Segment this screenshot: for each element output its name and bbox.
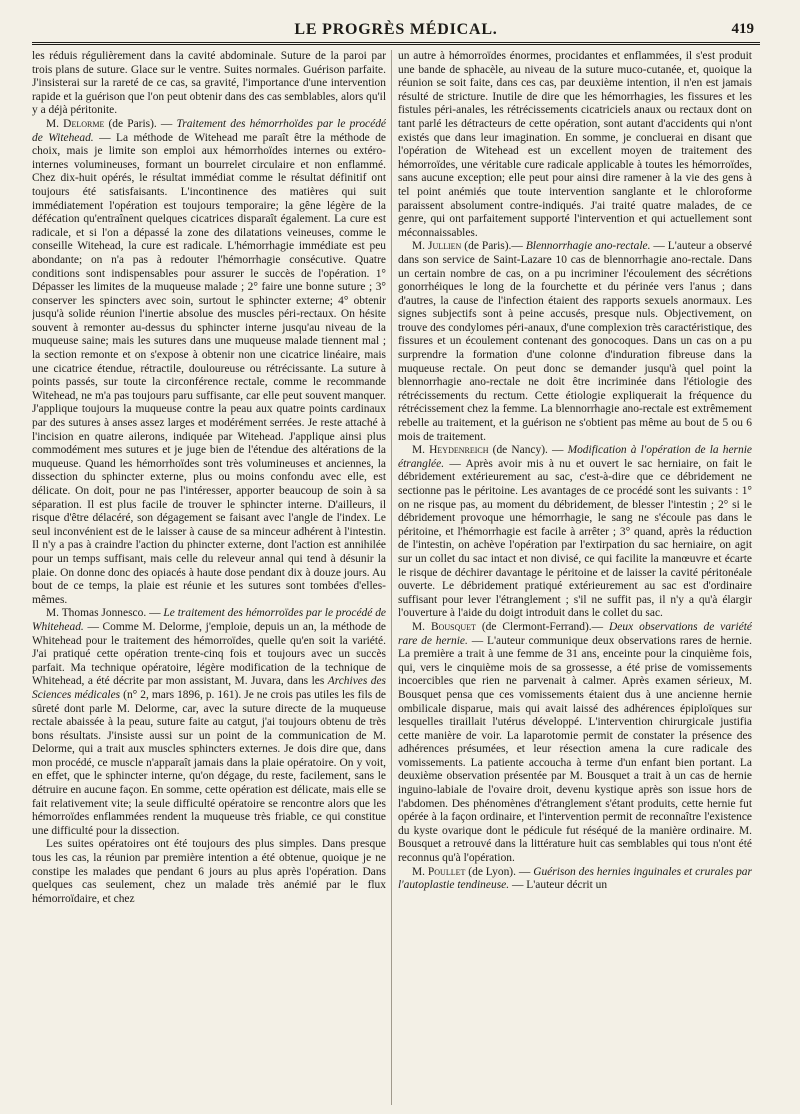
journal-reference: Archives des Sciences médicales <box>32 675 386 701</box>
paragraph-body: — La méthode de Witehead me paraît être la méthode de choix, mais je limite son emploi aux hémorrhoïdes internes ou extéro-internes volumineuses, formant un bourrelet circulaire et non enflammé. Chez dix-huit opérés, le résultat immédiat comme le résultat définitif ont toujours été satisfaisants. L'incontinence des matières qui suit immédiatement l'opération est toujours temporaire; la gêne légère de la défécation qu'entraînent quelques cicatrices disparaît également. La cure est radicale, et si l'on a dépassé la zone des dilatations veineuses, comme le conseille Witehead, la cure est radicale. L'hémorrhagie immédiate est peu abondante; on n'a pas à redouter l'hémorrhagie consécutive. Quatre conditions sont indispensables pour assurer le succès de l'opération. 1° Dépasser les limites de la muqueuse malade ; 2° faire une bonne suture ; 3° conserver les spincters avec soin, surtout le sphincter externe; 4° obtenir jusqu'à solide réunion l'inertie absolue des muscles péri-rectaux. On hésite souvent à remonter au-dessus du sphincter interne jusqu'au niveau de la muqueuse saine; mais les sutures dans une muqueuse malade tiennent mal ; la section remonte et on s'expose à obtenir non une cicatrice linéaire, mais une cicatrice étendue, rétractile, douloureuse ou rétrécissante. La suture à points passés, sur toute la circonférence rectale, comme le recommande Witehead, ne m'a pas toujours paru suffisante, car elle peut souvent manquer. J'applique toujours la muqueuse contre la peau aux quatre points cardinaux par des sutures à anses assez larges et modérément serrées. Je reste attaché à l'incision en quatre ailerons, indiquée par Witehead. J'applique ainsi plus commodément mes sutures et je juge bien de l'étendue des altérations de la muqueuse. Quand les hémorrhoïdes sont très volumineuses et anciennes, la dissection du sphincter externe, plus ou moins confondu avec elle, est délicate. On doit, pour ne pas l'intéresser, apporter beaucoup de soin à sa séparation. Il est plus facile de trouver le sphincter interne. D'ailleurs, il risque d'être délacéré, son dégagement se faisant avec l'angle de l'index. Le seul inconvénient est de le laisser à cause de sa minceur adhérent à l'intestin. Il n'y a pas à craindre l'action du phincter externe, dont l'action est annihilée pour un temps suffisant, mais celle du releveur annal qui tend à désunir la plaie. On donne donc des opiacés à haute dose pendant dix à douze jours. Au bout de ce temps, la plaie est réunie et les sutures sont tombées d'elles-mêmes. <box>32 131 386 606</box>
right-column <box>398 50 752 1108</box>
paragraph-jonnesco <box>32 607 386 838</box>
author-bousquet: M. Bousquet <box>412 620 476 633</box>
page-number: 419 <box>731 21 754 37</box>
article-title: Le traitement des hémorroïdes par le procédé de Whitehead. <box>32 607 386 633</box>
left-column <box>32 50 386 1108</box>
author-heydenreich: M. Heydenreich <box>412 444 489 457</box>
author-place: (de Clermont-Ferrand).— <box>475 620 610 633</box>
column-divider <box>391 50 392 1105</box>
paragraph-jonnesco-continued: un autre à hémorroïdes énormes, procidantes et enflammées, il s'est produit une bande de sphacèle, au niveau de la suture muco-cutanée, et, quoique la réunion se soit faite, dans ces cas, par deuxième intention, il n'en est jamais résulté de stricture. Inutile de dire que les hémorrhagies, les fissures et les fistules péri-anales, les rétrécissements cicatriciels anaux ou rectaux dont on tant parlé les détracteurs de cette opération, sont autant d'accidents qui n'ont existés que dans leur imagination. En somme, je concluerai en disant que l'opération de Witehead est un excellent moyen de traitement des hémorroïdes, une véritable cure radicale applicable à toutes les hémorroïdes, sans aucune exception; elle peut pour ainsi dire ramener à la vie des gens à tel point anémiés que toute intervention sanglante et le chloroforme paraissent absolument contre-indiqués. J'ai traité quatre malades, de ce genre, qui ont parfaitement supporté l'intervention et qui actuellement sont méconnaissables. <box>398 50 752 239</box>
paragraph-delorme <box>32 118 386 607</box>
journal-title: LE PROGRÈS MÉDICAL. <box>294 21 498 38</box>
header-rule <box>32 42 760 45</box>
author-place: (de Nancy). — <box>488 444 568 457</box>
paragraph-heydenreich <box>398 444 752 621</box>
author-place: (de Lyon). — <box>465 865 534 878</box>
article-title: Modification à l'opération de la hernie étranglée. <box>398 444 752 470</box>
paragraph-body: — Comme M. Delorme, j'emploie, depuis un an, la méthode de Whitehead pour le traitement des hémorroïdes, quelle qu'en soit la variété. J'ai pratiqué cette opération trente-cinq fois et toujours avec un succès parfait. Ma technique opératoire, légère modification de la technique de Whitehead, a été décrite par mon assistant, M. Juvara, dans les <box>32 620 386 688</box>
paragraph-poullet <box>398 866 752 893</box>
paragraph-body-continued: (n° 2, mars 1896, p. 161). Je ne crois pas utiles les fils de sûreté dont parle M. Delorme, car, avec la suture directe de la muqueuse rectale abaissée à la peau, suture faite au catgut, j'ai toujours obtenu de très bons résultats. J'insiste aussi sur un point de la communication de M. Delorme, qui a trait aux muscles sphincters externes. Je dois dire que, dans mon procédé, ce muscle n'apparaît jamais dans la plaie opératoire. On y voit, en effet, que le sphincter interne, qu'on dégage, du reste, facilement, sans le détruire en aucune façon. En somme, cette opération est délicate, mais elle se fait relativement vite; la seule difficulté opératoire se rencontre alors que les hémorroïdes enflammées rendent la muqueuse très friable, ce qui constitue une difficulté pour la dissection. <box>32 688 386 837</box>
article-title: Guérison des hernies inguinales et crurales par l'autoplastie tendineuse. <box>398 865 752 892</box>
author-place: (de Paris). — <box>104 117 177 130</box>
separator: — <box>146 607 164 620</box>
author-poullet: M. Poullet <box>412 865 466 878</box>
paragraph-body: — L'auteur communique deux observations rares de hernie. La première a trait à une femme de 31 ans, enceinte pour la cinquième fois, qui, vers le cinquième mois de sa grossesse, a été prise de vomissements incoercibles que rien ne parvenait à calmer. Après examen sérieux, M. Bousquet pensa que ces vomissements étaient dus à une ancienne hernie ombilicale disparue, mais qui avait laissé des adhérences épiploïques sur lesquelles tiraillait l'utérus développé. L'intervention chirurgicale justifia cette manière de voir. La laparotomie permit de constater la présence des adhérences présumées, et leur résection amena la cure radicale des vomissements. La patiente accoucha à terme d'un enfant bien portant. La deuxième observation présentée par M. Bousquet a trait à un cas de hernie inguino-labiale de l'ovaire droit, devenu kystique après son issue hors de l'abdomen. Des phénomènes d'étranglement s'étant produits, cette hernie fut opérée à la façon ordinaire, et l'intervention permit de reconnaître l'existence du kyste ovarique dont le pédicule fut réséqué de la manière ordinaire. M. Bousquet a retrouvé dans la littérature huit cas semblables qui tous n'ont été reconnus qu'à l'opération. <box>398 634 752 865</box>
article-title: Deux observations de variété rare de hernie. <box>398 620 752 647</box>
paragraph-body: — Après avoir mis à nu et ouvert le sac herniaire, on fait le débridement extérieurement au sac, c'est-à-dire que ce débridement ne sectionne pas le péritoine. Les avantages de ce procédé sont les suivants : 1° on ne risque pas, au moment du débridement, de blesser l'intestin ; 2° si le débridement provoque une hémorrhagie, le sang ne s'écoule pas dans le péritoine, et l'hémorrhagie est facile à arrêter ; 3° quand, après la réduction de l'intestin, on achève l'opération par l'extirpation du sac herniaire, on agit sur un collet du sac intact et non divisé, ce qui facilite la manœuvre et écarte le risque de déchirer davantage le péritoine et de laisser la cavité péritonéale ouverte. Le débridement pratiqué extérieurement au sac est d'ordinaire suffisant pour lever l'étranglement ; s'il ne suffit pas, il n'y a qu'à élargir l'ouverture à l'aide du doigt introduit dans le collet du sac. <box>398 457 752 620</box>
paragraph-body: — L'auteur décrit un <box>509 879 608 892</box>
author-jullien: M. Jullien <box>412 240 462 253</box>
paragraph-jullien <box>398 240 752 444</box>
article-title: Blennorrhagie ano-rectale. <box>525 240 651 253</box>
paragraph-suites-operatoires: Les suites opératoires ont été toujours des plus simples. Dans presque tous les cas, la réunion par première intention a été obtenue, quoique je ne constipe les malades que pendant 6 jours au plus après l'opération. Dans quelques cas seulement, chez un malade très anémié par le flux hémorroïdaire, et chez <box>32 838 386 905</box>
paragraph-bousquet <box>398 621 752 866</box>
author-place: (de Paris).— <box>461 240 526 253</box>
paragraph-body: — L'auteur a observé dans son service de Saint-Lazare 10 cas de blennorrhagie ano-rectale. Dans un certain nombre de cas, on a pu incriminer l'écoulement des sécrétions gonorrhéiques le long de la fourchette et du périnée vers l'anus ; dans d'autres, la cause de l'infection étaient des rapports sexuels anormaux. Les signes subjectifs sont à peine accusés, presque nuls. Objectivement, on trouve des condylomes péri-anaux, d'une complexion très caractéristique, des fissures et un écoulement contenant des gonocoques. Dans un cas on a pu surprendre la formation d'une colonne d'induration fibreuse dans la muqueuse rectale. On peut donc se demander jusqu'à quel point la blennorrhagie ano-rectale ne doit être incriminée dans l'étiologie des rétrécissements du rectum. Cette étiologie expliquerait la fréquence du rétrécissement chez la femme. La blennorrhagie ano-rectale est extrêmement rebelle au traitement, et la guérison ne s'obtient pas même au bout de 5 ou 6 mois de traitement. <box>398 240 752 443</box>
author-jonnesco: M. Thomas Jonnesco. <box>46 607 147 620</box>
paragraph-hernia-case-end: les réduis régulièrement dans la cavité abdominale. Suture de la paroi par trois plans de suture. Glace sur le ventre. Suites normales. Guérison parfaite. J'insisterai sur la rareté de ce cas, sa gravité, l'importance d'une intervention rapide et la guérison que l'on peut obtenir dans des cas semblables, alors qu'il y a déjà péritonite. <box>32 50 386 117</box>
author-delorme: M. Delorme <box>46 117 105 130</box>
article-title: Traitement des hémorrhoïdes par le procédé de Witehead. <box>32 117 386 144</box>
running-header <box>32 18 760 42</box>
